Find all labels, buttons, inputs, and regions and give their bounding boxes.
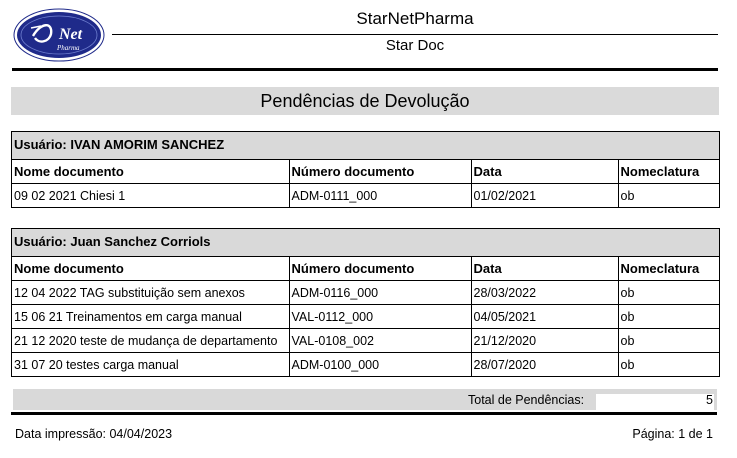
total-label: Total de Pendências: bbox=[468, 393, 585, 407]
cell-document-name: 09 02 2021 Chiesi 1 bbox=[14, 188, 126, 203]
header-divider bbox=[112, 34, 718, 35]
table-row bbox=[12, 353, 719, 377]
documents-table bbox=[12, 160, 719, 207]
table-row bbox=[12, 329, 719, 353]
svg-text:Net: Net bbox=[59, 26, 83, 43]
col-header-name: Nome documento bbox=[12, 257, 289, 281]
cell-date: 04/05/2021 bbox=[471, 305, 618, 329]
cell-nomenclature: ob bbox=[618, 353, 719, 377]
cell-date: 01/02/2021 bbox=[471, 184, 618, 208]
cell-document-number: ADM-0116_000 bbox=[289, 281, 471, 305]
cell-date: 21/12/2020 bbox=[471, 329, 618, 353]
group-user-label: Usuário: Juan Sanchez Corriols bbox=[12, 228, 719, 257]
user-group-juan bbox=[11, 228, 720, 377]
cell-document-number: VAL-0112_000 bbox=[289, 305, 471, 329]
cell-document-name: 12 04 2022 TAG substituição sem anexos bbox=[12, 281, 289, 305]
table-row bbox=[12, 184, 719, 208]
cell-document-number: ADM-0100_000 bbox=[289, 353, 471, 377]
table-header-row bbox=[12, 160, 719, 184]
total-value: 5 bbox=[706, 393, 713, 407]
col-header-nomenclature: Nomeclatura bbox=[618, 160, 719, 184]
documents-table bbox=[12, 257, 719, 376]
group-user-label: Usuário: IVAN AMORIM SANCHEZ bbox=[12, 131, 719, 160]
company-logo bbox=[13, 8, 105, 62]
cell-document-number: VAL-0108_002 bbox=[289, 329, 471, 353]
footer-rule bbox=[11, 412, 717, 415]
col-header-date: Data bbox=[471, 160, 618, 184]
app-subtitle: Star Doc bbox=[385, 37, 445, 54]
app-title: StarNetPharma bbox=[356, 9, 474, 28]
col-header-name: Nome documento bbox=[12, 160, 289, 184]
cell-document-number: ADM-0111_000 bbox=[289, 184, 471, 208]
print-date: Data impressão: 04/04/2023 bbox=[15, 427, 173, 441]
cell-nomenclature: ob bbox=[618, 281, 719, 305]
cell-document-name: 15 06 21 Treinamentos em carga manual bbox=[12, 305, 289, 329]
cell-document-name: 31 07 20 testes carga manual bbox=[14, 357, 179, 372]
header-rule bbox=[12, 68, 718, 71]
cell-nomenclature: ob bbox=[618, 305, 719, 329]
cell-nomenclature: ob bbox=[618, 329, 719, 353]
totals-bar bbox=[13, 389, 717, 410]
report-title: Pendências de Devolução bbox=[11, 87, 719, 115]
table-header-row bbox=[12, 257, 719, 281]
page-number: Página: 1 de 1 bbox=[632, 427, 713, 441]
cell-document-name: 21 12 2020 teste de mudança de departamento bbox=[12, 329, 289, 353]
col-header-number: Número documento bbox=[289, 160, 471, 184]
col-header-date: Data bbox=[471, 257, 618, 281]
total-value-box bbox=[596, 394, 714, 410]
table-row bbox=[12, 281, 719, 305]
cell-date: 28/07/2020 bbox=[471, 353, 618, 377]
cell-date: 28/03/2022 bbox=[471, 281, 618, 305]
svg-text:Pharma: Pharma bbox=[57, 44, 80, 52]
table-row bbox=[12, 305, 719, 329]
col-header-number: Número documento bbox=[289, 257, 471, 281]
col-header-nomenclature: Nomeclatura bbox=[618, 257, 719, 281]
user-group-ivan bbox=[11, 131, 720, 208]
cell-nomenclature: ob bbox=[618, 184, 719, 208]
